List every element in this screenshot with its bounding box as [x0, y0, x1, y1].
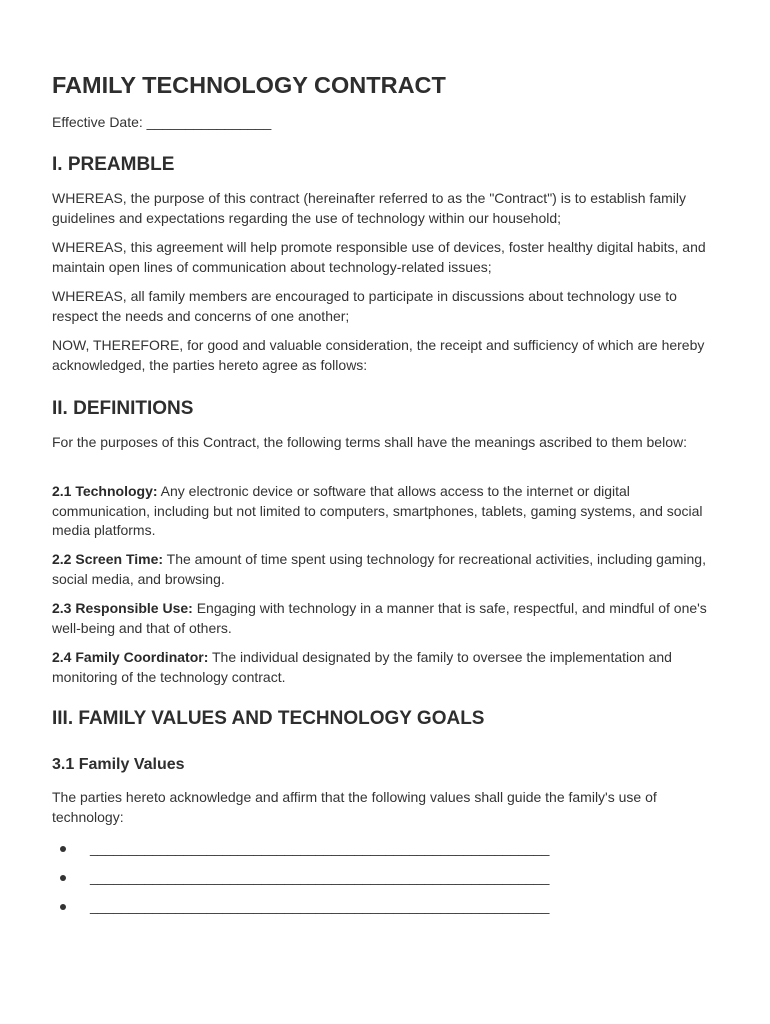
preamble-paragraph: WHEREAS, the purpose of this contract (hereinafter referred to as the "Contract") is to establish family guidelines and expectations regarding the use of technology within our household;: [52, 190, 686, 226]
definition-term: 2.3 Responsible Use:: [52, 600, 193, 616]
effective-date-field: Effective Date: ________________: [52, 114, 272, 130]
definition-item: [52, 550, 722, 589]
definition-item: [52, 599, 722, 638]
definitions-intro: For the purposes of this Contract, the following terms shall have the meanings ascribed to them below:: [52, 434, 687, 450]
bullet-icon: [60, 904, 66, 910]
definition-text: Any electronic device or software that allows access to the internet or digital communication, including but not limited to computers, smartphones, tablets, gaming systems, and social media platforms.: [52, 483, 703, 538]
definition-term: 2.4 Family Coordinator:: [52, 649, 209, 665]
definition-item: [52, 648, 722, 687]
values-goals-heading: III. FAMILY VALUES AND TECHNOLOGY GOALS: [52, 708, 485, 729]
definition-text: Engaging with technology in a manner that is safe, respectful, and mindful of one's well-being and that of others.: [52, 600, 707, 636]
bullet-icon: [60, 875, 66, 881]
preamble-paragraph: WHEREAS, this agreement will help promote responsible use of devices, foster healthy digital habits, and maintain open lines of communication about technology-related issues;: [52, 239, 706, 275]
definition-term: 2.2 Screen Time:: [52, 551, 164, 567]
bullet-icon: [60, 846, 66, 852]
definition-item: [52, 482, 722, 541]
document-title: FAMILY TECHNOLOGY CONTRACT: [52, 72, 446, 98]
definitions-heading: II. DEFINITIONS: [52, 398, 194, 419]
preamble-heading: I. PREAMBLE: [52, 154, 175, 175]
preamble-paragraph: NOW, THEREFORE, for good and valuable consideration, the receipt and sufficiency of which are hereby acknowledged, the parties hereto agree as follows:: [52, 337, 705, 373]
family-values-intro: The parties hereto acknowledge and affirm that the following values shall guide the family's use of technology:: [52, 789, 657, 825]
definition-text: The amount of time spent using technology for recreational activities, including gaming, social media, and browsing.: [52, 551, 706, 587]
blank-line: ___________________________________________________________: [90, 840, 550, 856]
preamble-paragraph: WHEREAS, all family members are encouraged to participate in discussions about technology use to respect the needs and concerns of one another;: [52, 288, 677, 324]
definition-term: 2.1 Technology:: [52, 483, 158, 499]
blank-line: ___________________________________________________________: [90, 869, 550, 885]
blank-line: ___________________________________________________________: [90, 898, 550, 914]
family-values-subheading: 3.1 Family Values: [52, 756, 185, 773]
definition-text: The individual designated by the family to oversee the implementation and monitoring of the technology contract.: [52, 649, 672, 685]
